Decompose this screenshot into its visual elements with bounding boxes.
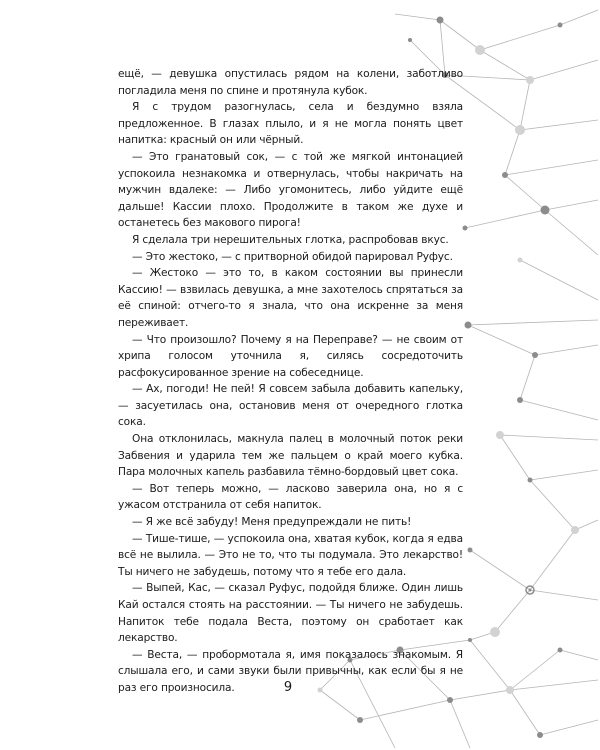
paragraph: Она отклонилась, макнула палец в молочный поток реки Забвения и ударила тем же пальцем о край моего кубка. Пара молочных капель разбавила тёмно-бордовый цвет сока. (118, 433, 463, 479)
page-number: 9 (283, 680, 293, 695)
paragraph: — Тише-тише, — успокоила она, хватая кубок, когда я едва всё не вылила. — Это не то, что ты подумала. Это лекарство! Ты ничего не забудешь, потому что я тебе его дала. (118, 532, 463, 578)
paragraph: — Вот теперь можно, — ласково заверила она, но я с ужасом отстранила от себя напиток. (118, 482, 463, 512)
paragraph: — Ах, погоди! Не пей! Я совсем забыла добавить капельку, — засуетилась она, остановив меня от очередного глотка сока. (118, 383, 463, 429)
paragraph: ещё, — девушка опустилась рядом на колени, заботливо погладила меня по спине и протянула кубок. (118, 68, 463, 97)
paragraph: Я с трудом разогнулась, села и бездумно взяла предложенное. В глазах плыло, и я не могла понять цвет напитка: красный он или чёрный. (118, 101, 463, 147)
paragraph: — Что произошло? Почему я на Переправе? — не своим от хрипа голосом уточнила я, силясь сосредоточить расфокусированное зрение на собеседнице. (118, 333, 463, 379)
paragraph: — Это гранатовый сок, — с той же мягкой интонацией успокоила незнакомка и отвернулась, чтобы накричать на мужчин вдалеке: — Либо угомонитесь, либо уйдите ещё дальше! Кассии плохо. Продолжите в таком же духе и останетесь без макового пирога! (118, 150, 463, 230)
paragraph: — Веста, — пробормотала я, имя показалось знакомым. Я слышала его, и сами звуки были привычны, как если бы я не раз его произносила. (118, 648, 463, 694)
paragraph: — Жестоко — это то, в каком состоянии вы принесли Кассию! — взвилась девушка, а мне захотелось спрятаться за её спиной: отчего-то я знала, что она искренне за меня переживает. (118, 267, 463, 329)
paragraph: — Это жестоко, — с притворной обидой парировал Руфус. (132, 250, 453, 263)
paragraph: — Я же всё забуду! Меня предупреждали не пить! (132, 516, 412, 529)
paragraph: Я сделала три нерешительных глотка, распробовав вкус. (132, 233, 449, 246)
body-text (118, 66, 463, 697)
paragraph: — Выпей, Кас, — сказал Руфус, подойдя ближе. Один лишь Кай остался стоять на расстоянии. — Ты ничего не забудешь. Напиток тебе подала Веста, поэтому он сработает как лекарство. (118, 582, 463, 645)
